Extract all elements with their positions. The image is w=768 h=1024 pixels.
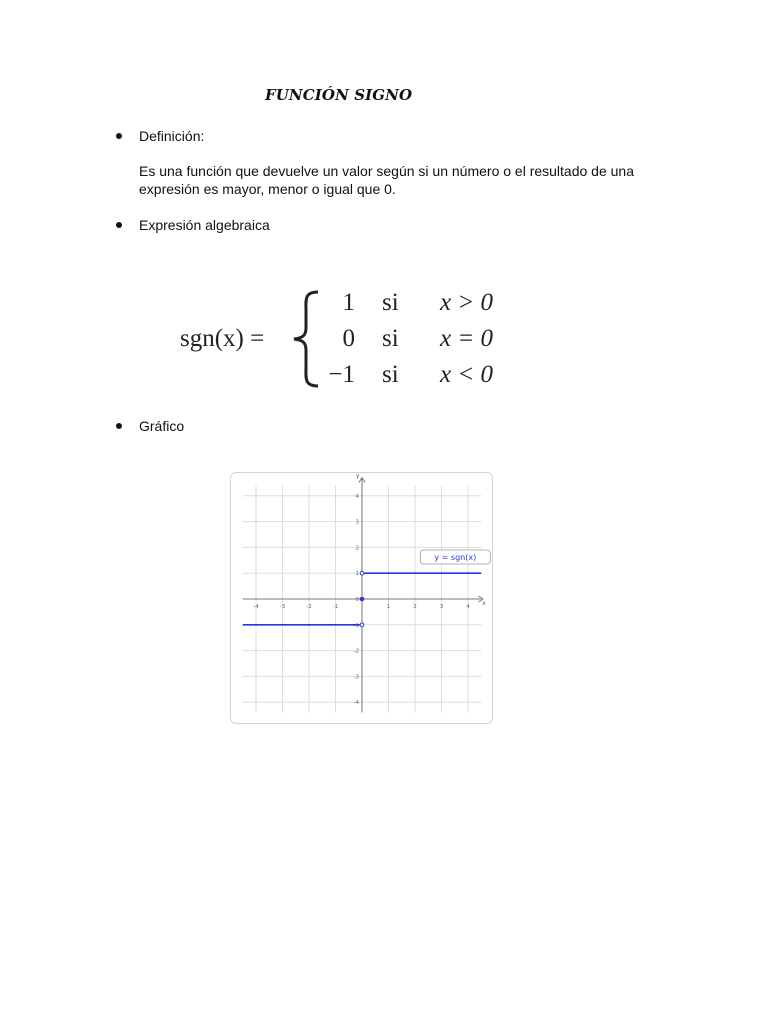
point-filled	[360, 597, 364, 601]
bullet-label: Definición:	[139, 128, 205, 144]
legend	[420, 550, 490, 564]
case-word-2: si	[382, 325, 399, 352]
case-cond-3: x < 0	[440, 361, 493, 388]
x-axis-label: x	[482, 600, 486, 607]
y-tick-label: 2	[355, 545, 359, 552]
point-open	[360, 571, 364, 575]
y-axis-label: y	[356, 473, 360, 480]
curly-brace	[294, 292, 318, 386]
origin-label: 0	[355, 597, 359, 603]
case-cond-2: x = 0	[440, 325, 493, 352]
y-tick-label: -3	[353, 674, 359, 681]
x-tick-label: 4	[466, 604, 470, 610]
case-value-3: −1	[328, 361, 355, 388]
case-value-1: 1	[342, 289, 355, 316]
point-open	[360, 623, 364, 627]
bullet-dot	[116, 133, 122, 139]
x-tick-label: 2	[413, 604, 417, 610]
x-tick-label: 3	[439, 604, 444, 610]
page-title: FUNCIÓN SIGNO	[265, 86, 413, 104]
y-tick-label: 1	[355, 571, 359, 578]
x-tick-label: -3	[279, 604, 286, 610]
bullet-label: Expresión algebraica	[139, 217, 270, 233]
bullet-label: Gráfico	[139, 418, 185, 434]
case-word-1: si	[382, 289, 399, 316]
x-tick-label: -2	[306, 604, 312, 610]
case-value-2: 0	[342, 325, 355, 352]
definition-paragraph: Es una función que devuelve un valor según si un número o el resultado de una expresión es mayor, menor o igual que 0.	[139, 163, 635, 197]
x-tick-label: -1	[332, 604, 339, 610]
y-tick-label: -2	[353, 648, 359, 655]
bullet-dot	[116, 423, 122, 429]
formula-sgn	[172, 278, 512, 398]
case-cond-1: x > 0	[440, 289, 493, 316]
x-tick-label: -4	[253, 604, 259, 610]
bullet-dot	[116, 222, 122, 228]
y-tick-label: 3	[355, 519, 359, 526]
case-word-3: si	[382, 361, 399, 388]
y-tick-label: -1	[353, 622, 359, 629]
y-tick-label: 4	[355, 493, 359, 500]
legend-label: y = sgn(x)	[434, 552, 477, 562]
x-tick-label: 1	[386, 604, 391, 610]
formula-lhs: sgn(x) =	[180, 325, 265, 352]
y-tick-label: -4	[353, 700, 359, 707]
sgn-graph	[230, 472, 493, 724]
